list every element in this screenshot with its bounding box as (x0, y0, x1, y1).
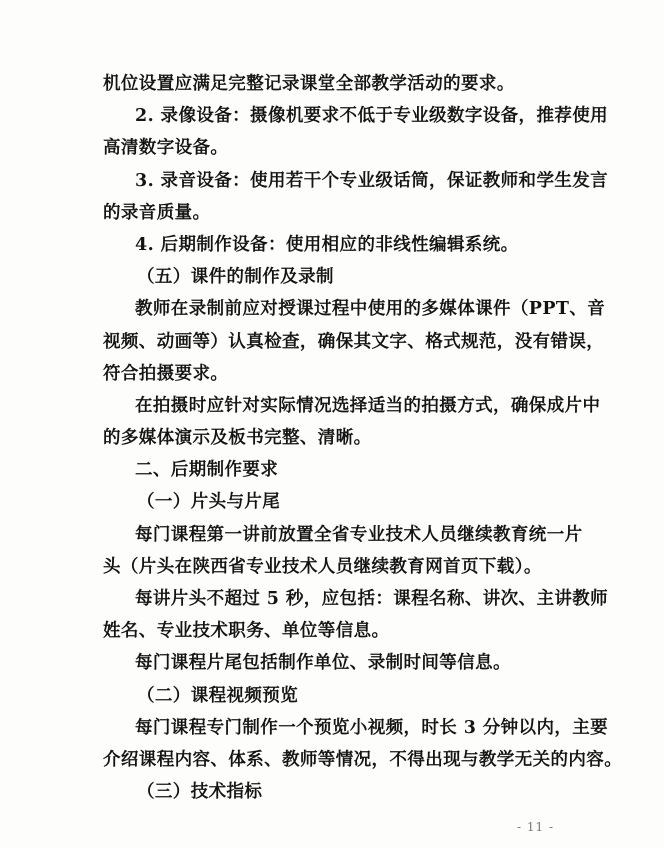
text-line: 的录音质量。 (103, 202, 211, 223)
paragraph-line: 每讲片头不超过 5 秒，应包括：课程名称、讲次、主讲教师 (135, 589, 609, 609)
text-line: 的多媒体演示及板书完整、清晰。 (103, 428, 372, 449)
text-line: 头（片头在陕西省专业技术人员继续教育网首页下载）。 (103, 556, 542, 577)
list-item-audio-device: 3. 录音设备：使用若干个专业级话筒，保证教师和学生发言 (135, 170, 609, 191)
paragraph-line: 每门课程专门制作一个预览小视频，时长 3 分钟以内，主要 (135, 717, 609, 738)
text-line: 介绍课程内容、体系、教师等情况，不得出现与教学无关的内容。 (103, 749, 623, 770)
text-line: 高清数字设备。 (103, 138, 229, 159)
text-line: 符合拍摄要求。 (103, 363, 229, 384)
text-line: 视频、动画等）认真检查，确保其文字、格式规范，没有错误， (103, 331, 605, 352)
text-line: 机位设置应满足完整记录课堂全部教学活动的要求。 (103, 74, 515, 94)
page-number: - 11 - (516, 820, 554, 834)
paragraph-line: 每门课程第一讲前放置全省专业技术人员继续教育统一片 (135, 524, 583, 545)
text-line: 姓名、专业技术职务、单位等信息。 (103, 621, 390, 642)
paragraph-line: 每门课程片尾包括制作单位、录制时间等信息。 (135, 653, 511, 674)
section-heading-preview: （二）课程视频预览 (137, 685, 299, 706)
paragraph-line: 教师在录制前应对授课过程中使用的多媒体课件（PPT、音 (135, 299, 606, 320)
section-heading-post-production: 二、后期制作要求 (135, 460, 279, 481)
list-item-recording-device: 2. 录像设备：摄像机要求不低于专业级数字设备，推荐使用 (135, 106, 609, 127)
list-item-post-production-device: 4. 后期制作设备：使用相应的非线性编辑系统。 (135, 234, 519, 255)
section-heading-intro-outro: （一）片头与片尾 (137, 492, 281, 513)
paragraph-line: 在拍摄时应针对实际情况选择适当的拍摄方式，确保成片中 (135, 395, 601, 416)
section-heading-technical-specs: （三）技术指标 (137, 782, 263, 803)
section-heading-courseware: （五）课件的制作及录制 (137, 267, 334, 288)
